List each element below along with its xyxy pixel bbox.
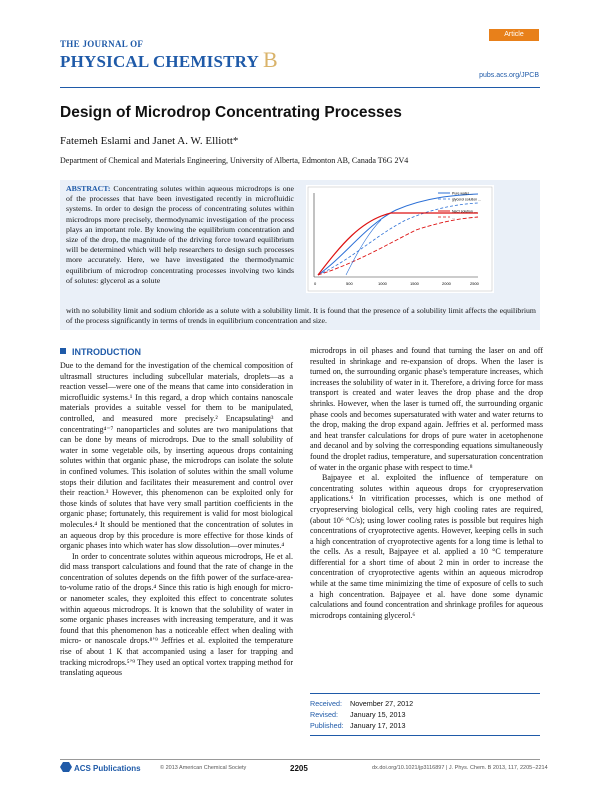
revised-label: Revised: [310, 710, 338, 719]
received-date: November 27, 2012 [350, 699, 414, 708]
journal-name-line2: PHYSICAL CHEMISTRY [60, 52, 260, 71]
revised-date: January 15, 2013 [350, 710, 406, 719]
paragraph: microdrops in oil phases and found that turning the laser on and off resulted in shrinkage and re-expansion of drops. When the laser is turned on, the surrounding organic phase's temperature increases, which increases the solubility of water in it. Therefore, a driving force for mass transport is created and water leaves the drop phase and the drop shrinks. However, when the laser is turned off, the surrounding organic phase cools and becomes supersaturated with water and water returns to the drop, making the drop expand again. Jeffries et al. performed mass and heat transfer calculations for drops of pure water in acetophenone and decanol and by solving the corresponding equations simultaneously found the droplet radius, temperature, and supersaturation concentration of water in the organic phase with respect to time.⁸ [310, 346, 543, 472]
received-label: Received: [310, 699, 342, 708]
toc-legend-2: NaCl solution ... [452, 209, 477, 214]
publisher-logo[interactable]: ACS Publications [60, 762, 141, 773]
paragraph: Bajpayee et al. exploited the influence of temperature on concentrating solutes within aqueous drops for cryopreservation applications.⁶ In vitrification processes, which is one method of cryopreserving biological cells, very high cooling rates are required, (about 10⁶ °C/s); using lower cooling rates is possible but requires high concentrations of cryoprotective agents. However, keeping cells in such a high concentration of cryoprotective agents for a long time is lethal to the cells. As a result, Bajpayee et al. applied a 10 °C temperature differential for a short time of about 2 min in order to increase the concentration of cryoprotective agents within an aqueous microdrop while at the same time minimizing the time of exposure of cells to such a high concentration. Bajpayee et al. have done some dynamic calculations and found concentration and shrinkage profiles for aqueous microdrops containing glycerol.⁶ [310, 473, 543, 620]
column-right [310, 346, 543, 621]
toc-tick-3: 1500 [410, 281, 419, 286]
paragraph: Due to the demand for the investigation of the chemical composition of ultrasmall structures including subcellular materials, droplets—as a reaction vessel—were one of the means that came into consideration in microfluidic systems.¹ In this regard, a drop which contains nanoscale materials provides a suitable vessel for them to be manipulated, controlled, and measured more precisely.² Encapsulating³ and concentrating⁴⁻⁷ nanoparticles and solutes are two manipulations that can be done by means of microdrops. Due to the small solubility of water in some vegetable oils, by inserting aqueous drops containing solutes within that organic phase, the microdrops can isolate the solute in confined volumes. This isolation of solutes within the small volume stops their dilution and facilitates their measurement and control over their reaction.³ However, this phenomenon can be exploited only for those kinds of solutes that have very small partition coefficients in the organic phase; fortunately, this requirement is valid for most biological molecules.⁴ It should be mentioned that the concentration of solutes in an aqueous drop by this procedure is more effective for those kinds of organic phases into which water has slow dissolution—over minutes.⁴ [60, 361, 293, 551]
article-type-badge: Article [489, 29, 539, 41]
section-heading-introduction: INTRODUCTION [60, 347, 141, 357]
article-dates [310, 693, 540, 736]
journal-url[interactable]: pubs.acs.org/JPCB [479, 72, 539, 79]
journal-section-letter: B [263, 47, 278, 72]
doi-citation[interactable]: dx.doi.org/10.1021/jp3116897 | J. Phys. Chem. B 2013, 117, 2205−2214 [372, 765, 548, 771]
toc-tick-4: 2000 [442, 281, 451, 286]
header-rule [60, 87, 540, 88]
toc-graphic [306, 185, 494, 293]
toc-tick-0: 0 [314, 281, 317, 286]
toc-tick-1: 500 [346, 281, 353, 286]
abstract-text-part1 [66, 184, 294, 286]
toc-tick-5: 2500 [470, 281, 479, 286]
authors: Fatemeh Eslami and Janet A. W. Elliott* [60, 135, 239, 147]
affiliation: Department of Chemical and Materials Engineering, University of Alberta, Edmonton AB, Canada T6G 2V4 [60, 156, 409, 165]
page-number: 2205 [290, 764, 308, 773]
column-left [60, 361, 293, 679]
toc-legend-3: ... [452, 215, 455, 220]
acs-hexagon-icon [60, 762, 72, 772]
copyright: © 2013 American Chemical Society [160, 765, 247, 771]
article-title: Design of Microdrop Concentrating Processes [60, 104, 402, 121]
paragraph: In order to concentrate solutes within aqueous microdrops, He et al. did mass transport calculations and found that the rate of change in the concentration of solutes depends on the fifth power of the surface-area-to-volume ratio of the drops.⁴ Since this ratio is high enough for micro- or nanometer scales, they exploited this effect to concentrate solutes within aqueous microdrops. It is known that the solubility of water in some organic phases increases with increasing temperature, and it was found that this phenomenon has a noticeable effect when dealing with micro- or nanoscale drops.⁸ʼ⁹ Jeffries et al. exploited the temperature rise of about 1 K that accompanied using a laser for trapping and tracking microdrops.⁵ʼ⁹ They used an optical vortex trapping method for translating aqueous [60, 551, 293, 678]
toc-chart [306, 185, 494, 293]
footer-rule [60, 759, 540, 760]
journal-logo [60, 40, 278, 71]
abstract-part1: Concentrating solutes within aqueous microdrops is one of the processes that have been investigated recently in microfluidic systems. In order to design the process of concentrating solutes within microdrops more precisely, thermodynamic investigation of the process plays an important role. By knowing the equilibrium concentration and size of the drop, the magnitude of the driving force toward equilibrium will be determined which will help researchers to design such processes more accurately. Here, we have investigated the thermodynamic equilibrium of microdrop concentrating processes involving two kinds of solutes: glycerol as a solute [66, 184, 294, 285]
toc-legend-0: Pure water ... [452, 191, 473, 196]
journal-name-line1: THE JOURNAL OF [60, 39, 144, 49]
published-date: January 17, 2013 [350, 721, 406, 730]
toc-legend-1: glycerol solution ... [452, 197, 481, 202]
abstract-label: ABSTRACT: [66, 184, 111, 193]
published-label: Published: [310, 721, 344, 730]
abstract-part2: with no solubility limit and sodium chloride as a solute with a solubility limit. It is found that the presence of a solubility limit affects the equilibrium of the process significantly in terms of trends in equilibrium concentration and size. [66, 306, 536, 326]
toc-tick-2: 1000 [378, 281, 387, 286]
section-square-icon [60, 348, 66, 354]
